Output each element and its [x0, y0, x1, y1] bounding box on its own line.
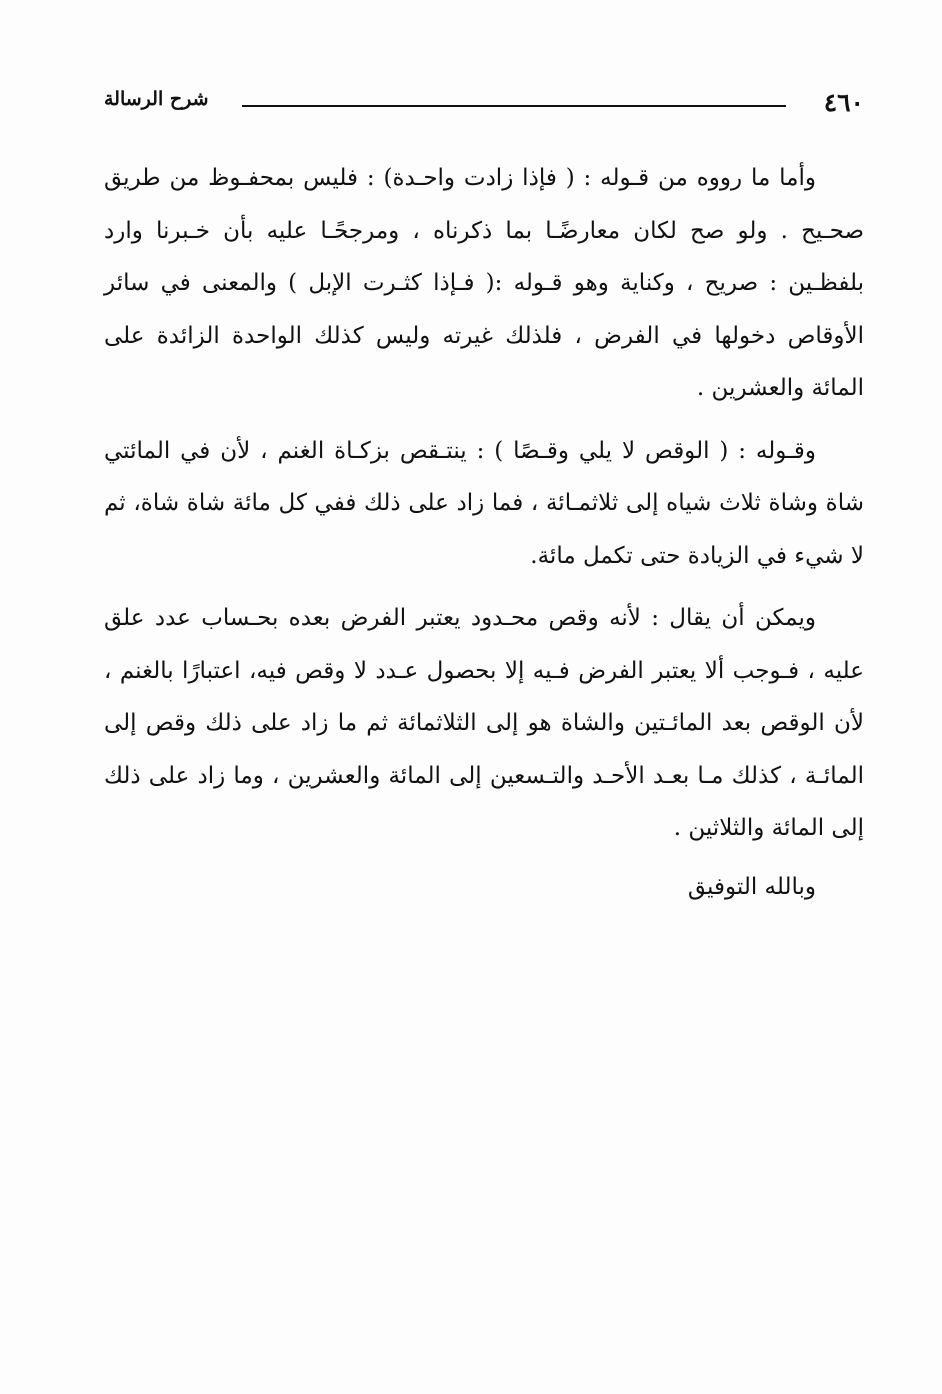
header-rule	[242, 105, 786, 107]
body-text	[104, 152, 864, 913]
page-header	[104, 86, 864, 126]
paragraph-1: وأما ما رووه من قـوله : ( فإذا زادت واحـدة) : فليس بمحفـوظ من طريق صحـيح . ولو صح لكان معارضًـا بما ذكرناه ، ومرجحًـا عليه بأن خـبرنا وارد بلفظـين : صريح ، وكناية وهو قـوله :( فـإذا كثـرت الإبل ) والمعنى في سائر الأوقاص دخولها في الفرض ، فلذلك غيرته وليس كذلك الواحدة الزائدة على المائة والعشرين .	[104, 165, 864, 401]
closing-line: وبالله التوفيق	[687, 873, 816, 900]
page-number: ٤٦٠	[823, 88, 864, 117]
running-title: شرح الرسالة	[104, 88, 209, 110]
paragraph-2: وقـوله : ( الوقص لا يلي وقـصًا ) : ينتـقص بزكـاة الغنم ، لأن في المائتي شاة وشاة ثلاث شياه إلى ثلاثمـائة ، فما زاد على ذلك ففي كل مائة شاة شاة، ثم لا شيء في الزيادة حتى تكمل مائة.	[104, 437, 864, 569]
paragraph-3: ويمكن أن يقال : لأنه وقص محـدود يعتبر الفرض بعده بحـساب عدد علق عليه ، فـوجب ألا يعتبر الفرض فـيه إلا بحصول عـدد لا وقص فيه، اعتبارًا بالغنم ، لأن الوقص بعد المائـتين والشاة هو إلى الثلاثمائة ثم ما زاد على ذلك وقص إلى المائـة ، كذلك مـا بعـد الأحـد والتـسعين إلى المائة والعشرين ، وما زاد على ذلك إلى المائة والثلاثين .	[104, 605, 864, 841]
